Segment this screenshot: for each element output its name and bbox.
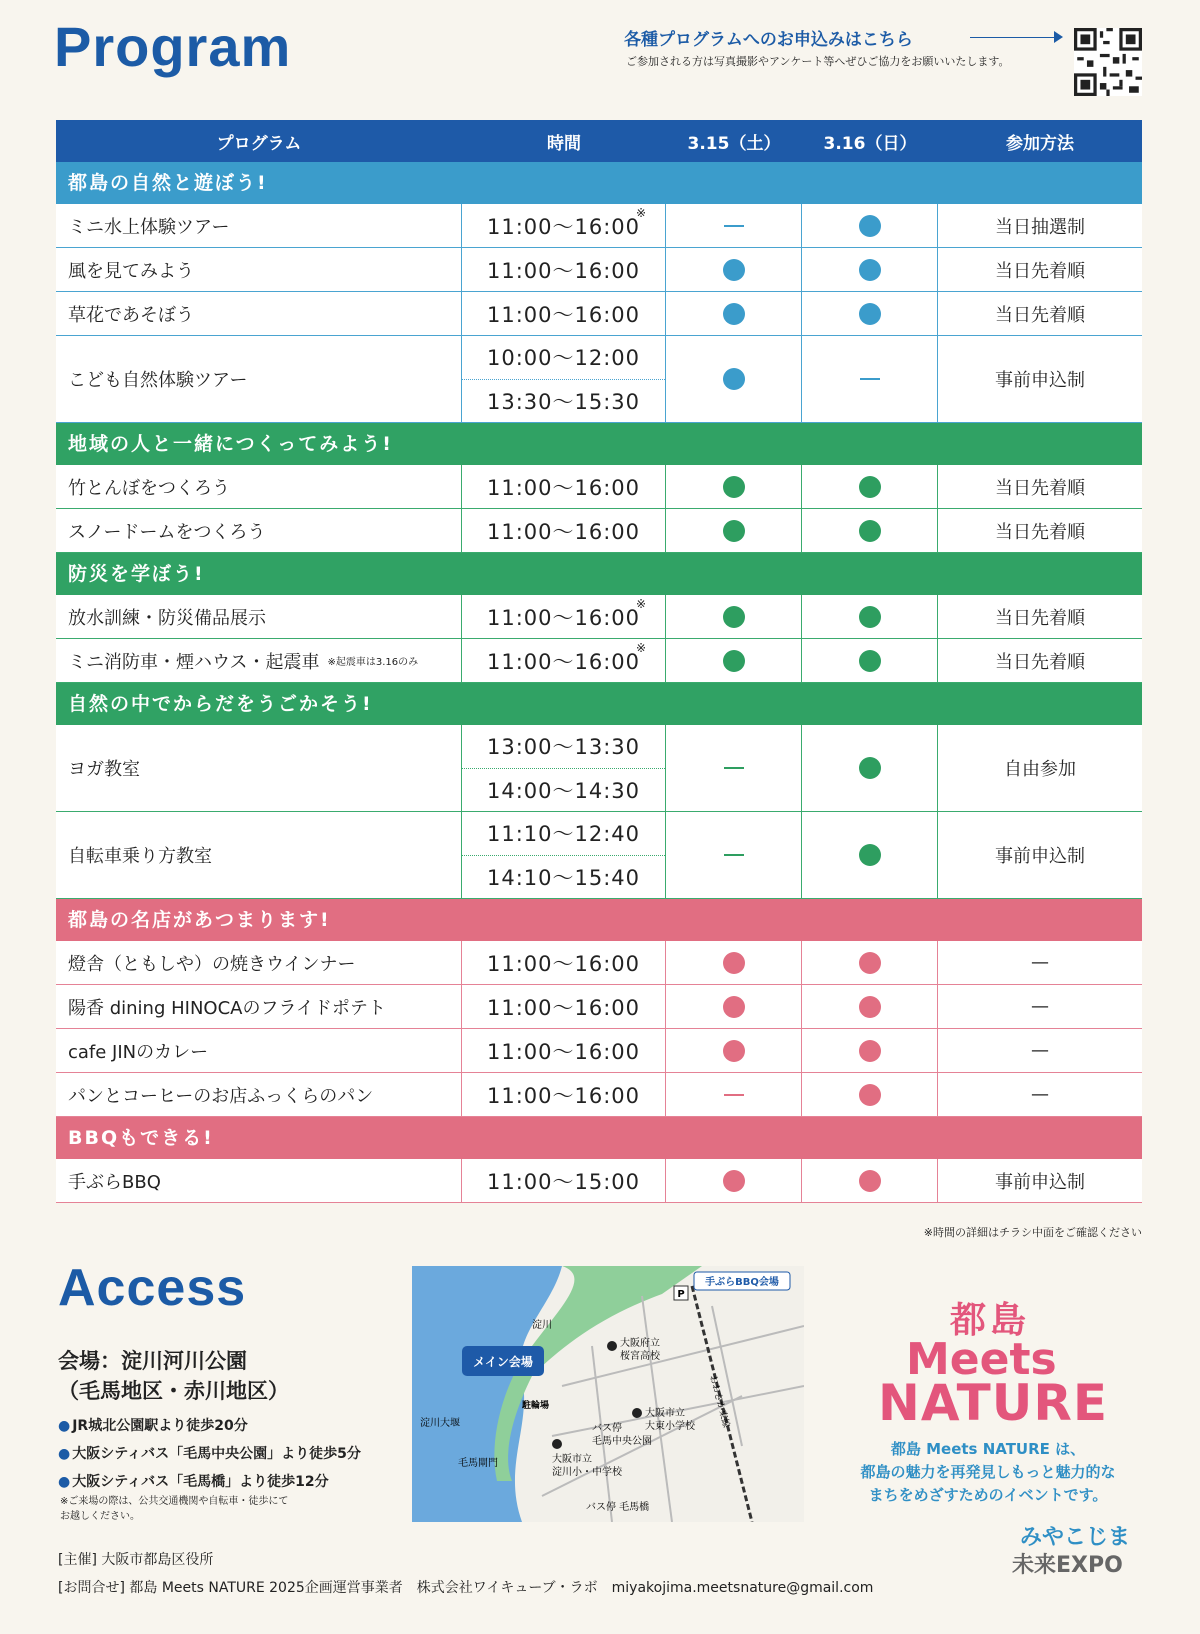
bus1-line2: 毛馬中央公園 — [592, 1436, 652, 1447]
time-slot — [462, 855, 665, 899]
table-row — [56, 336, 1142, 423]
day2-cell — [802, 725, 938, 811]
time-cell — [462, 639, 666, 682]
unavailable-dash-icon — [724, 1094, 744, 1096]
asterisk: ※ — [635, 597, 647, 611]
day1-cell — [666, 595, 802, 638]
access-note-line1: ※ご来場の際は、公共交通機関や自転車・徒歩にて — [60, 1496, 289, 1507]
unavailable-dash-icon — [860, 378, 880, 380]
table-section — [56, 899, 1142, 1117]
program-name-text: cafe JINのカレー — [68, 1041, 209, 1063]
time-slot — [462, 1029, 665, 1072]
col-day2: 3.16（日） — [823, 133, 917, 154]
bbq-label: 手ぶらBBQ会場 — [705, 1277, 779, 1288]
table-row — [56, 204, 1142, 248]
table-row — [56, 509, 1142, 553]
weir-label: 淀川大堰 — [420, 1418, 460, 1429]
qr-code-icon[interactable] — [1074, 28, 1142, 96]
available-dot-icon — [723, 1170, 745, 1192]
venue-line1: 会場：淀川河川公園 — [58, 1349, 247, 1373]
unavailable-dash-icon — [724, 854, 744, 856]
time-cell — [462, 812, 666, 898]
day2-cell — [802, 985, 938, 1028]
program-name-text: 手ぶらBBQ — [68, 1171, 161, 1193]
program-name — [56, 1159, 462, 1202]
program-name — [56, 985, 462, 1028]
time-text: 13:30〜15:30 — [486, 389, 641, 414]
day2-cell — [802, 941, 938, 984]
day1-cell — [666, 985, 802, 1028]
table-row — [56, 1029, 1142, 1073]
desc-line1: 都島 Meets NATURE は、 — [890, 1440, 1086, 1458]
time-text: 10:00〜12:00 — [486, 346, 641, 371]
day1-cell — [666, 336, 802, 422]
logo-line3: NATURE — [878, 1374, 1109, 1432]
asterisk: ※ — [635, 641, 647, 655]
apply-subtext: ご参加される方は写真撮影やアンケート等へぜひご協力をお願いいたします。 — [626, 55, 1010, 68]
organizer: [主催] 大阪市都島区役所 — [58, 1552, 214, 1568]
time-slot — [462, 248, 665, 291]
day1-cell — [666, 204, 802, 247]
table-row — [56, 1073, 1142, 1117]
access-title: Access — [58, 1259, 247, 1317]
program-name — [56, 292, 462, 335]
day2-cell — [802, 595, 938, 638]
route-item: ● JR城北公園駅より徒歩20分 — [58, 1412, 361, 1440]
time-text: 11:00〜16:00 — [486, 519, 641, 544]
program-name — [56, 248, 462, 291]
school2-line1: 大阪市立 — [645, 1408, 685, 1419]
available-dot-icon — [723, 952, 745, 974]
program-name — [56, 1073, 462, 1116]
available-dot-icon — [859, 303, 881, 325]
section-title: 都島の名店があつまります! — [56, 899, 1142, 941]
available-dot-icon — [723, 259, 745, 281]
access-note — [60, 1494, 288, 1524]
credits — [58, 1546, 873, 1602]
program-name — [56, 595, 462, 638]
time-text: 14:10〜15:40 — [486, 865, 641, 890]
time-slot — [462, 1073, 665, 1116]
method-cell: — — [1031, 1040, 1049, 1061]
day1-cell — [666, 1029, 802, 1072]
bike-parking-label: 駐輪場 — [522, 1401, 550, 1411]
time-text: 11:00〜16:00 — [486, 1039, 641, 1064]
program-name-text: 竹とんぼをつくろう — [68, 477, 230, 499]
method-cell: 事前申込制 — [995, 846, 1085, 867]
program-name-text: ミニ水上体験ツアー — [68, 216, 230, 238]
day1-cell — [666, 465, 802, 508]
time-cell — [462, 595, 666, 638]
school1-line2: 桜宮高校 — [620, 1351, 660, 1362]
available-dot-icon — [723, 520, 745, 542]
program-name-text: ヨガ教室 — [68, 759, 140, 780]
day1-cell — [666, 248, 802, 291]
time-cell — [462, 1073, 666, 1116]
program-name-text: 自転車乗り方教室 — [68, 846, 212, 867]
available-dot-icon — [859, 650, 881, 672]
time-slot — [462, 595, 665, 638]
venue-line2: （毛馬地区・赤川地区） — [58, 1379, 289, 1403]
method-cell: 自由参加 — [1004, 759, 1076, 780]
day2-cell — [802, 812, 938, 898]
contact: [お問合せ] 都島 Meets NATURE 2025企画運営事業者 株式会社ワイキューブ・ラボ miyakojima.meetsnature@gmail.com — [58, 1580, 874, 1596]
day2-cell — [802, 248, 938, 291]
time-cell — [462, 204, 666, 247]
program-name-text: パンとコーヒーのお店ふっくらのパン — [68, 1085, 374, 1107]
section-title: 地域の人と一緒につくってみよう! — [56, 423, 1142, 465]
time-text: 11:00〜16:00 — [486, 475, 641, 500]
available-dot-icon — [859, 952, 881, 974]
time-cell — [462, 292, 666, 335]
time-cell — [462, 725, 666, 811]
method-cell: — — [1031, 952, 1049, 973]
method-cell: 事前申込制 — [995, 370, 1085, 391]
table-section — [56, 162, 1142, 423]
time-slot — [462, 379, 665, 423]
program-name-text: 草花であそぼう — [68, 304, 194, 326]
time-cell — [462, 1159, 666, 1202]
access-note-line2: お越しください。 — [60, 1511, 140, 1522]
expo-logo-line2: 未来EXPO — [1012, 1553, 1123, 1578]
time-text: 11:00〜16:00 — [486, 1083, 641, 1108]
col-time: 時間 — [547, 133, 581, 154]
time-cell — [462, 509, 666, 552]
time-slot — [462, 336, 665, 379]
time-slot — [462, 465, 665, 508]
time-cell — [462, 941, 666, 984]
time-text: 11:00〜16:00 — [486, 951, 641, 976]
table-row — [56, 639, 1142, 683]
available-dot-icon — [859, 1040, 881, 1062]
time-cell — [462, 336, 666, 422]
unavailable-dash-icon — [724, 767, 744, 769]
program-name — [56, 941, 462, 984]
time-slot — [462, 509, 665, 552]
method-cell: 当日先着順 — [995, 651, 1085, 673]
program-name-text: こども自然体験ツアー — [68, 370, 248, 391]
school2-line2: 大東小学校 — [645, 1421, 695, 1432]
table-row — [56, 725, 1142, 812]
table-note: ※時間の詳細はチラシ中面をご確認ください — [923, 1226, 1142, 1239]
program-name — [56, 725, 462, 811]
arrow-right-icon — [1054, 31, 1063, 43]
time-slot — [462, 985, 665, 1028]
day1-cell — [666, 509, 802, 552]
available-dot-icon — [723, 1040, 745, 1062]
available-dot-icon — [859, 606, 881, 628]
day2-cell — [802, 1073, 938, 1116]
page-title: Program — [54, 15, 292, 78]
method-cell: 当日抽選制 — [995, 216, 1085, 238]
available-dot-icon — [859, 1084, 881, 1106]
day1-cell — [666, 941, 802, 984]
arrow-line — [970, 37, 1056, 38]
method-cell: — — [1031, 1084, 1049, 1105]
bus2-label: バス停 毛馬橋 — [586, 1502, 650, 1513]
time-slot — [462, 1159, 665, 1202]
logo-line2: Meets — [906, 1334, 1057, 1385]
program-name-text: ミニ消防車・煙ハウス・起震車 — [68, 651, 320, 673]
time-text: 11:00〜16:00 — [486, 214, 641, 239]
time-text: 11:00〜16:00 — [486, 649, 641, 674]
col-program: プログラム — [216, 133, 302, 154]
day1-cell — [666, 639, 802, 682]
table-row — [56, 465, 1142, 509]
program-name — [56, 336, 462, 422]
time-text: 14:00〜14:30 — [486, 778, 641, 803]
day2-cell — [802, 509, 938, 552]
time-text: 11:00〜15:00 — [486, 1169, 641, 1194]
time-slot — [462, 292, 665, 335]
method-cell: 当日先着順 — [995, 521, 1085, 543]
available-dot-icon — [859, 757, 881, 779]
section-title: 防災を学ぼう! — [56, 553, 1142, 595]
program-table — [56, 120, 1142, 1203]
time-text: 11:00〜16:00 — [486, 258, 641, 283]
main-venue-label: メイン会場 — [473, 1355, 533, 1369]
available-dot-icon — [859, 476, 881, 498]
program-name — [56, 1029, 462, 1072]
available-dot-icon — [723, 650, 745, 672]
rail-label: おおさか東線 — [707, 1374, 731, 1429]
venue — [58, 1346, 289, 1406]
event-description — [838, 1438, 1138, 1507]
time-text: 11:00〜16:00 — [486, 302, 641, 327]
apply-link[interactable]: 各種プログラムへのお申込みはこちら — [624, 30, 913, 50]
time-cell — [462, 985, 666, 1028]
table-row — [56, 248, 1142, 292]
day2-cell — [802, 336, 938, 422]
time-slot — [462, 204, 665, 247]
table-header — [56, 120, 1142, 162]
day2-cell — [802, 639, 938, 682]
program-name-text: 燈舎（ともしや）の焼きウインナー — [68, 953, 356, 975]
time-cell — [462, 248, 666, 291]
day1-cell — [666, 292, 802, 335]
table-row — [56, 292, 1142, 336]
program-name — [56, 812, 462, 898]
table-row — [56, 985, 1142, 1029]
route-list — [58, 1412, 361, 1496]
asterisk: ※ — [635, 206, 647, 220]
table-section — [56, 423, 1142, 553]
day2-cell — [802, 465, 938, 508]
time-text: 11:00〜16:00 — [486, 605, 641, 630]
time-text: 11:00〜16:00 — [486, 995, 641, 1020]
lock-label: 毛馬閘門 — [458, 1458, 498, 1469]
table-row — [56, 941, 1142, 985]
program-name-text: 風を見てみよう — [68, 260, 194, 282]
program-name — [56, 509, 462, 552]
program-name-text: 放水訓練・防災備品展示 — [68, 607, 266, 629]
day1-cell — [666, 1159, 802, 1202]
table-section — [56, 1117, 1142, 1203]
table-row — [56, 812, 1142, 899]
day2-cell — [802, 292, 938, 335]
method-cell: — — [1031, 996, 1049, 1017]
available-dot-icon — [859, 259, 881, 281]
time-slot — [462, 639, 665, 682]
bus1-line1: バス停 — [592, 1423, 622, 1434]
col-method: 参加方法 — [1006, 133, 1074, 154]
section-title: 自然の中でからだをうごかそう! — [56, 683, 1142, 725]
available-dot-icon — [859, 996, 881, 1018]
school3-line2: 淀川小・中学校 — [552, 1467, 622, 1478]
day1-cell — [666, 812, 802, 898]
available-dot-icon — [859, 1170, 881, 1192]
method-cell: 当日先着順 — [995, 304, 1085, 326]
time-cell — [462, 465, 666, 508]
program-name — [56, 465, 462, 508]
river-label: 淀川 — [532, 1320, 552, 1331]
school3-line1: 大阪市立 — [552, 1454, 592, 1465]
expo-logo-line1: みやこじま — [1020, 1525, 1131, 1550]
time-slot — [462, 725, 665, 768]
time-slot — [462, 812, 665, 855]
time-slot — [462, 941, 665, 984]
route-item: ● 大阪シティバス「毛馬橋」より徒歩12分 — [58, 1468, 361, 1496]
method-cell: 当日先着順 — [995, 607, 1085, 629]
program-name-text: スノードームをつくろう — [68, 521, 266, 543]
method-cell: 当日先着順 — [995, 260, 1085, 282]
route-item: ● 大阪シティバス「毛馬中央公園」より徒歩5分 — [58, 1440, 361, 1468]
available-dot-icon — [723, 476, 745, 498]
available-dot-icon — [723, 996, 745, 1018]
school1-line1: 大阪府立 — [620, 1338, 660, 1349]
table-section — [56, 683, 1142, 899]
table-section — [56, 553, 1142, 683]
unavailable-dash-icon — [724, 225, 744, 227]
section-title: BBQもできる! — [56, 1117, 1142, 1159]
available-dot-icon — [723, 368, 745, 390]
method-cell: 事前申込制 — [995, 1171, 1085, 1193]
available-dot-icon — [859, 215, 881, 237]
time-slot — [462, 768, 665, 812]
method-cell: 当日先着順 — [995, 477, 1085, 499]
available-dot-icon — [723, 303, 745, 325]
day2-cell — [802, 1029, 938, 1072]
time-text: 13:00〜13:30 — [486, 735, 641, 760]
parking-icon: P — [677, 1289, 685, 1300]
table-row — [56, 1159, 1142, 1203]
desc-line2: 都島の魅力を再発見しもっと魅力的な — [860, 1463, 1116, 1481]
available-dot-icon — [859, 844, 881, 866]
day1-cell — [666, 725, 802, 811]
day2-cell — [802, 204, 938, 247]
time-cell — [462, 1029, 666, 1072]
time-text: 11:10〜12:40 — [486, 822, 641, 847]
program-name — [56, 204, 462, 247]
available-dot-icon — [723, 606, 745, 628]
program-name-text: 陽香 dining HINOCAのフライドポテト — [68, 997, 386, 1019]
program-name — [56, 639, 462, 682]
section-title: 都島の自然と遊ぼう! — [56, 162, 1142, 204]
available-dot-icon — [859, 520, 881, 542]
desc-line3: まちをめざすためのイベントです。 — [868, 1486, 1108, 1504]
venue-map — [412, 1266, 804, 1522]
day2-cell — [802, 1159, 938, 1202]
col-day1: 3.15（土） — [687, 133, 781, 154]
program-note: ※起震車は3.16のみ — [327, 657, 419, 668]
table-row — [56, 595, 1142, 639]
day1-cell — [666, 1073, 802, 1116]
logo-line1: 都島 — [950, 1300, 1031, 1341]
